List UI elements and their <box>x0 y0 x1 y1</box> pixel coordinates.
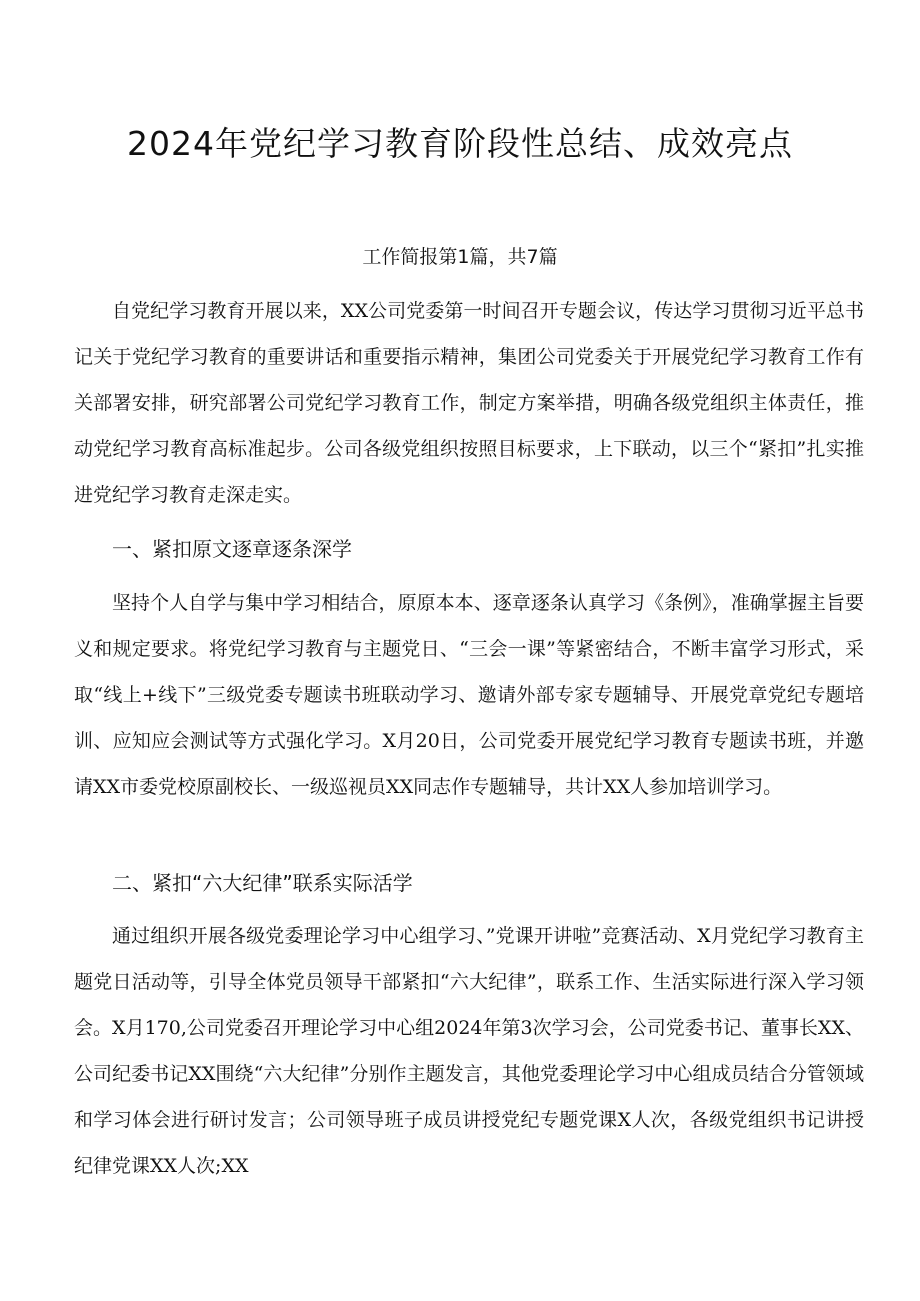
section-heading-1: 一、紧扣原文逐章逐条深学 <box>112 537 352 561</box>
section-heading-2: 二、紧扣“六大纪律”联系实际活学 <box>112 871 413 895</box>
intro-paragraph: 自党纪学习教育开展以来，XX公司党委第一时间召开专题会议，传达学习贯彻习近平总书记关于党纪学习教育的重要讲话和重要指示精神，集团公司党委关于开展党纪学习教育工作有关部署安排，研究部署公司党纪学习教育工作，制定方案举措，明确各级党组织主体责任，推动党纪学习教育高标准起步。公司各级党组织按照目标要求，上下联动，以三个“紧扣”扎实推进党纪学习教育走深走实。 <box>74 300 864 506</box>
section-body-1: 坚持个人自学与集中学习相结合，原原本本、逐章逐条认真学习《条例》，准确掌握主旨要义和规定要求。将党纪学习教育与主题党日、“三会一课”等紧密结合，不断丰富学习形式，采取“线上+线下”三级党委专题读书班联动学习、邀请外部专家专题辅导、开展党章党纪专题培训、应知应会测试等方式强化学习。X月20日，公司党委开展党纪学习教育专题读书班，并邀请XX市委党校原副校长、一级巡视员XX同志作专题辅导，共计XX人参加培训学习。 <box>74 592 864 798</box>
document-subtitle: 工作简报第1篇，共7篇 <box>362 246 558 268</box>
document-title: 2024年党纪学习教育阶段性总结、成效亮点 <box>127 124 793 163</box>
section-body-2: 通过组织开展各级党委理论学习中心组学习、”党课开讲啦”竞赛活动、X月党纪学习教育主题党日活动等，引导全体党员领导干部紧扣“六大纪律”，联系工作、生活实际进行深入学习领会。X月170,公司党委召开理论学习中心组2024年第3次学习会，公司党委书记、董事长XX、公司纪委书记XX围绕“六大纪律”分别作主题发言，其他党委理论学习中心组成员结合分管领域和学习体会进行研讨发言；公司领导班子成员讲授党纪专题党课X人次，各级党组织书记讲授纪律党课XX人次;XX <box>74 925 864 1177</box>
